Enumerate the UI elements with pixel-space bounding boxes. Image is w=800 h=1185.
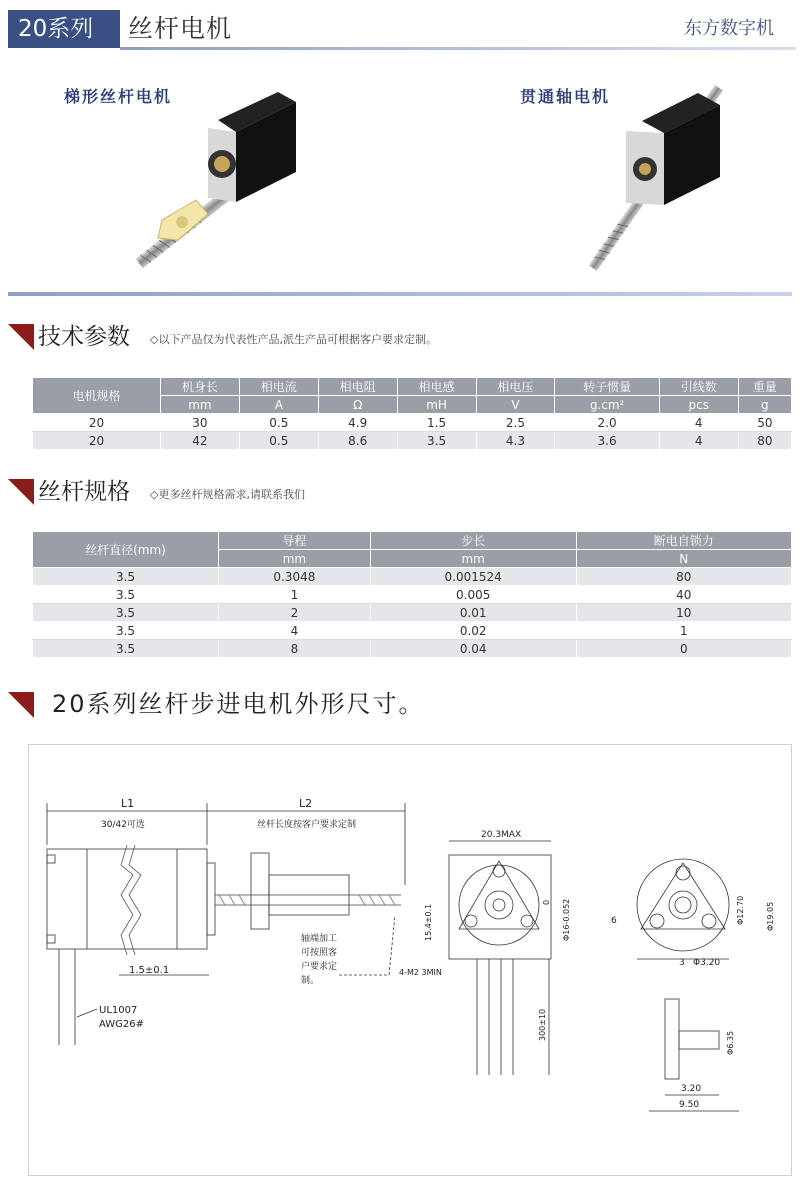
axis-note-2: 可按照客 <box>301 948 338 958</box>
axis-note-1: 轴端加工 <box>301 934 338 944</box>
screw-spec-table <box>32 531 792 658</box>
col-unit: pcs <box>659 396 738 414</box>
through-shaft-motor-image <box>558 77 748 287</box>
cell: 30 <box>161 414 240 432</box>
tech-params-table <box>32 377 792 450</box>
dimension-drawing-svg <box>29 745 791 1175</box>
col-name: 机身长 <box>161 378 240 396</box>
cell: 0.04 <box>370 640 576 658</box>
table-row <box>33 604 792 622</box>
col-name: 导程 <box>219 532 371 550</box>
cell: 2.0 <box>555 414 659 432</box>
label-m2: 4-M2 3MIN <box>399 968 442 977</box>
cell: 10 <box>576 604 791 622</box>
label-l1: L1 <box>121 797 135 810</box>
label-l2: L2 <box>299 797 313 810</box>
cell: 3.5 <box>33 568 219 586</box>
page-header <box>8 6 796 48</box>
label-max: 20.3MAX <box>481 830 522 840</box>
axis-note-4: 制。 <box>301 976 320 986</box>
col-unit: N <box>576 550 791 568</box>
cell: 80 <box>576 568 791 586</box>
cell: 8.6 <box>318 432 397 450</box>
cell: 3.5 <box>33 622 219 640</box>
cell: 2.5 <box>476 414 555 432</box>
col-unit: mm <box>161 396 240 414</box>
col-name: 转子惯量 <box>555 378 659 396</box>
brand-name: 东方数字机 <box>684 18 774 39</box>
label-len300: 300±10 <box>538 1008 547 1041</box>
cell: 3.6 <box>555 432 659 450</box>
cell: 0.3048 <box>219 568 371 586</box>
col-unit: V <box>476 396 555 414</box>
caption-through-shaft-motor: 贯通轴电机 <box>520 87 611 106</box>
label-flange: 1.5±0.1 <box>129 965 170 976</box>
cell: 3.5 <box>397 432 476 450</box>
label-d635: Φ6.35 <box>726 1030 735 1055</box>
dimension-drawing <box>28 744 792 1176</box>
row-header: 电机规格 <box>33 378 161 414</box>
col-name: 相电阻 <box>318 378 397 396</box>
col-name: 相电流 <box>239 378 318 396</box>
cell: 20 <box>33 432 161 450</box>
col-unit: A <box>239 396 318 414</box>
col-name: 相电压 <box>476 378 555 396</box>
label-six: 6 <box>611 916 617 926</box>
cell: 42 <box>161 432 240 450</box>
table-row <box>33 432 792 450</box>
label-d16: Φ16-0.052 <box>562 898 571 941</box>
section-note: ◇更多丝杆规格需求,请联系我们 <box>150 488 305 501</box>
section-title: 丝杆规格 <box>38 479 130 505</box>
cell: 0.01 <box>370 604 576 622</box>
cell: 0 <box>576 640 791 658</box>
section-title: 20系列丝杆步进电机外形尺寸。 <box>52 690 425 718</box>
label-l2-note: 丝杆长度按客户要求定制 <box>257 820 357 830</box>
cell: 3.5 <box>33 604 219 622</box>
section-screw-spec <box>8 475 798 509</box>
col-unit: g.cm² <box>555 396 659 414</box>
label-d1905: Φ19.05 <box>766 901 775 931</box>
section-title: 技术参数 <box>38 324 130 350</box>
col-name: 重量 <box>738 378 791 396</box>
row-header: 丝杆直径(mm) <box>33 532 219 568</box>
cell: 40 <box>576 586 791 604</box>
label-d15: 15.4±0.1 <box>424 903 433 941</box>
axis-note-3: 户要求定 <box>301 962 338 972</box>
cell: 4 <box>659 432 738 450</box>
header-divider <box>120 47 796 50</box>
product-photos <box>8 52 792 292</box>
table-row <box>33 586 792 604</box>
label-wire-1: UL1007 <box>99 1005 138 1016</box>
label-three: 3 <box>679 958 685 968</box>
table-row <box>33 414 792 432</box>
cell: 0.5 <box>239 432 318 450</box>
col-unit: mm <box>370 550 576 568</box>
cell: 4.9 <box>318 414 397 432</box>
label-zero: 0 <box>542 899 551 905</box>
col-unit: g <box>738 396 791 414</box>
label-d1270: Φ12.70 <box>736 895 745 925</box>
cell: 1 <box>576 622 791 640</box>
caption-trapezoid-motor: 梯形丝杆电机 <box>64 87 173 106</box>
label-w950: 9.50 <box>679 1100 700 1110</box>
cell: 1.5 <box>397 414 476 432</box>
photo-divider <box>8 292 792 296</box>
label-l1-note: 30/42可选 <box>101 820 145 830</box>
cell: 50 <box>738 414 791 432</box>
cell: 0.5 <box>239 414 318 432</box>
col-name: 断电自锁力 <box>576 532 791 550</box>
cell: 0.001524 <box>370 568 576 586</box>
cell: 1 <box>219 586 371 604</box>
col-unit: mH <box>397 396 476 414</box>
cell: 4 <box>659 414 738 432</box>
cell: 4.3 <box>476 432 555 450</box>
cell: 4 <box>219 622 371 640</box>
section-dimensions <box>8 684 798 724</box>
table-row <box>33 640 792 658</box>
cell: 20 <box>33 414 161 432</box>
label-d320: Φ3.20 <box>693 958 721 968</box>
label-w320: 3.20 <box>681 1084 702 1094</box>
cell: 8 <box>219 640 371 658</box>
col-unit: Ω <box>318 396 397 414</box>
section-tech-params <box>8 320 798 354</box>
table-row <box>33 568 792 586</box>
trapezoid-motor-image <box>118 72 318 292</box>
label-wire-2: AWG26# <box>99 1019 145 1030</box>
section-marker-icon <box>8 692 34 718</box>
section-marker-icon <box>8 324 34 350</box>
col-name: 相电感 <box>397 378 476 396</box>
cell: 0.02 <box>370 622 576 640</box>
col-unit: mm <box>219 550 371 568</box>
cell: 2 <box>219 604 371 622</box>
table-row <box>33 622 792 640</box>
cell: 3.5 <box>33 586 219 604</box>
section-note: ◇以下产品仅为代表性产品,派生产品可根据客户要求定制。 <box>150 333 437 346</box>
cell: 80 <box>738 432 791 450</box>
series-badge: 20系列 <box>8 10 120 48</box>
col-name: 步长 <box>370 532 576 550</box>
cell: 3.5 <box>33 640 219 658</box>
col-name: 引线数 <box>659 378 738 396</box>
section-marker-icon <box>8 479 34 505</box>
page-title: 丝杆电机 <box>128 14 233 43</box>
cell: 0.005 <box>370 586 576 604</box>
